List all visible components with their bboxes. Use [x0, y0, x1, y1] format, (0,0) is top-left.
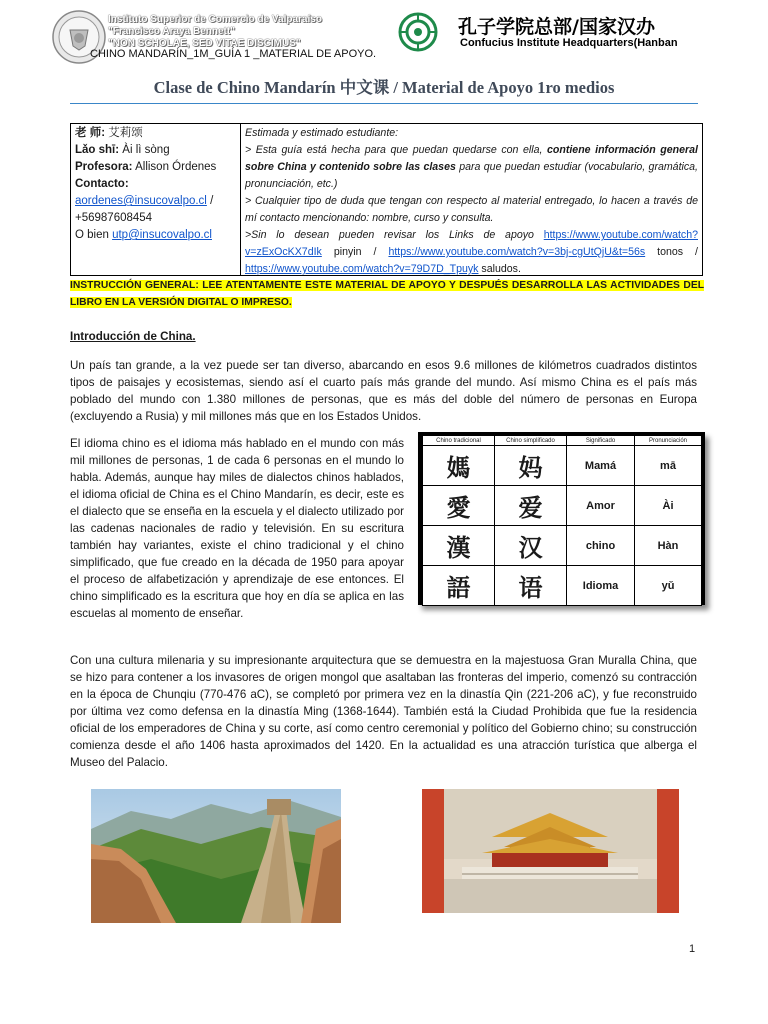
- pronunciation: yǔ: [635, 566, 702, 606]
- message-3-text: >Sin lo desean pueden revisar los Links de apoyo: [245, 229, 544, 241]
- traditional-char: 漢: [423, 526, 495, 566]
- header-traditional: Chino tradicional: [423, 436, 495, 446]
- message-paragraph-2: > Cualquier tipo de duda que tengan con respecto al material entregado, lo hacen a través de mí contacto mencionando: nombre, curso y consulta.: [245, 195, 698, 224]
- paragraph-culture: Con una cultura milenaria y su impresionante arquitectura que se demuestra en la majestuosa Gran Muralla China, que se hizo para contener a los invasores de origen mongol que asaltaban las fronteras del imperio, comenzó su contracción en la época de Chunqiu (770-476 aC), se completó por primera vez en la dinastía Qin (221-206 aC), y fue reconstruido por última vez como defensa en la dinastía Ming (1368-1644). También está la Ciudad Prohibida que fue la residencia oficial de los emperadores de China y su corte, así como centro ceremonial y político del Gobierno chino; su construcción comienza desde el año 1406 hasta aproximados del 1420. En la actualidad es una atracción turística que alberga el Museo del Palacio.: [70, 654, 697, 769]
- institute-namesake: "Francisco Araya Bennett": [108, 26, 235, 37]
- teacher-info-table: [70, 123, 703, 276]
- greetings-video-link[interactable]: https://www.youtube.com/watch?v=79D7D_Tpuyk: [245, 263, 479, 275]
- contact-label: Contacto:: [75, 178, 129, 190]
- title-divider: [70, 103, 698, 104]
- message-1-bold: contiene información general sobre China y contenido sobre las clases: [245, 144, 698, 173]
- institute-name-block: [108, 14, 368, 50]
- greetings-link-suffix: saludos.: [478, 263, 521, 275]
- traditional-char: 媽: [423, 446, 495, 486]
- meaning: Idioma: [567, 566, 635, 606]
- message-1-tail: para que puedan estudiar (vocabulario, gramática, pronunciación, etc.): [245, 161, 699, 190]
- simplified-char: 汉: [495, 526, 567, 566]
- meaning: Amor: [567, 486, 635, 526]
- traditional-char: 語: [423, 566, 495, 606]
- general-instruction: [70, 277, 704, 311]
- simplified-char: 妈: [495, 446, 567, 486]
- pronunciation: Ài: [635, 486, 702, 526]
- instruction-text: INSTRUCCIÓN GENERAL: LEE ATENTAMENTE ESTE MATERIAL DE APOYO Y DESPUÉS DESARROLLA LAS ACTIVIDADES DEL LIBRO EN LA VERSIÓN DIGITAL O IMPRESO.: [70, 280, 704, 308]
- simplified-char: 语: [495, 566, 567, 606]
- confucius-institute-chinese-name: 孔子学院总部/国家汉办: [458, 16, 655, 38]
- great-wall-photo: [91, 789, 341, 923]
- vocabulary-table: [422, 435, 702, 606]
- table-row: [423, 486, 702, 526]
- table-row: [423, 566, 702, 606]
- table-row: [423, 526, 702, 566]
- teacher-contact-cell: [71, 124, 241, 275]
- header-pronunciation: Pronunciación: [635, 436, 702, 446]
- institute-name: Instituto Superior de Comercio de Valparaíso: [108, 14, 322, 25]
- pinyin-link-suffix: pinyin /: [321, 246, 389, 258]
- message-greeting: Estimada y estimado estudiante:: [245, 127, 399, 139]
- teacher-name: Allison Órdenes: [135, 161, 217, 173]
- pinyin-label: Lǎo shī:: [75, 144, 120, 156]
- section-heading: Introducción de China.: [70, 330, 196, 343]
- teacher-name-chinese: 艾莉颂: [108, 127, 143, 139]
- forbidden-city-photo: [422, 789, 679, 913]
- profesora-label: Profesora:: [75, 161, 133, 173]
- confucius-institute-emblem: [398, 12, 438, 52]
- teacher-email-link[interactable]: aordenes@insucovalpo.cl: [75, 195, 207, 207]
- page-number: 1: [689, 943, 696, 955]
- page-title: Clase de Chino Mandarín 中文课 / Material de Apoyo 1ro medios: [153, 78, 615, 97]
- vocabulary-card: [418, 432, 705, 605]
- student-message-cell: [241, 124, 702, 275]
- tones-link-suffix: tonos /: [645, 246, 699, 258]
- paragraph-language: El idioma chino es el idioma más hablado en el mundo con más mil millones de personas, 1 de cada 6 personas en el mundo lo habla. Además, aunque hay miles de dialectos chinos hablados, el idioma oficial de China es el Chino Mandarín, es decir, este es el dialecto que se enseña en la escuela y el dialecto utilizado por las cadenas nacionales de radio y televisión. En su escritura también hay variantes, existe el chino tradicional y el chino simplificado, que fue creado en la década de 1950 para apoyar el proceso de alfabetización y aprendizaje de ese entonces. El chino simplificado es la escritura que hoy en día se aplica en las escuelas al momento de enseñar.: [70, 437, 404, 620]
- traditional-char: 愛: [423, 486, 495, 526]
- meaning: chino: [567, 526, 635, 566]
- pinyin-video-link[interactable]: https://www.youtube.com/watch?v=zExOcKX7dIk: [245, 229, 698, 258]
- institute-motto: "NON SCHOLAE, SED VITAE DISCIMUS": [108, 38, 301, 49]
- document-code: CHINO MANDARÍN_1M_GUÍA 1 _MATERIAL DE APOYO.: [90, 48, 377, 60]
- alt-contact-prefix: O bien: [75, 229, 113, 241]
- message-1-text: > Esta guía está hecha para que puedan quedarse con ella,: [245, 144, 547, 156]
- teacher-name-pinyin: Ài lì sòng: [122, 144, 170, 156]
- simplified-char: 爱: [495, 486, 567, 526]
- paragraph-geography: Un país tan grande, a la vez puede ser tan diverso, abarcando en esos 9.6 millones de kilómetros cuadrados distintos tipos de paisajes y ecosistemas, siendo así el cuarto país más grande del mundo. Así mismo China es el país más poblado del mundo con 1.380 millones de personas, que es más del doble del número de personas en Europa (excluyendo a Rusia) y mil millones más que en los Estados Unidos.: [70, 359, 697, 423]
- table-row: [423, 446, 702, 486]
- confucius-institute-english-name: Confucius Institute Headquarters(Hanban: [460, 37, 678, 49]
- tones-video-link[interactable]: https://www.youtube.com/watch?v=3bj-cgUtQjU&t=56s: [388, 246, 646, 258]
- header-meaning: Significado: [567, 436, 635, 446]
- meaning: Mamá: [567, 446, 635, 486]
- teacher-label: 老 师:: [75, 127, 106, 139]
- utp-email-link[interactable]: utp@insucovalpo.cl: [112, 229, 212, 241]
- teacher-phone: +56987608454: [75, 212, 153, 224]
- message-paragraph-1: [245, 142, 698, 193]
- message-paragraph-3: [245, 227, 698, 278]
- pronunciation: mā: [635, 446, 702, 486]
- pronunciation: Hàn: [635, 526, 702, 566]
- email-separator: /: [206, 195, 214, 207]
- header-simplified: Chino simplificado: [495, 436, 567, 446]
